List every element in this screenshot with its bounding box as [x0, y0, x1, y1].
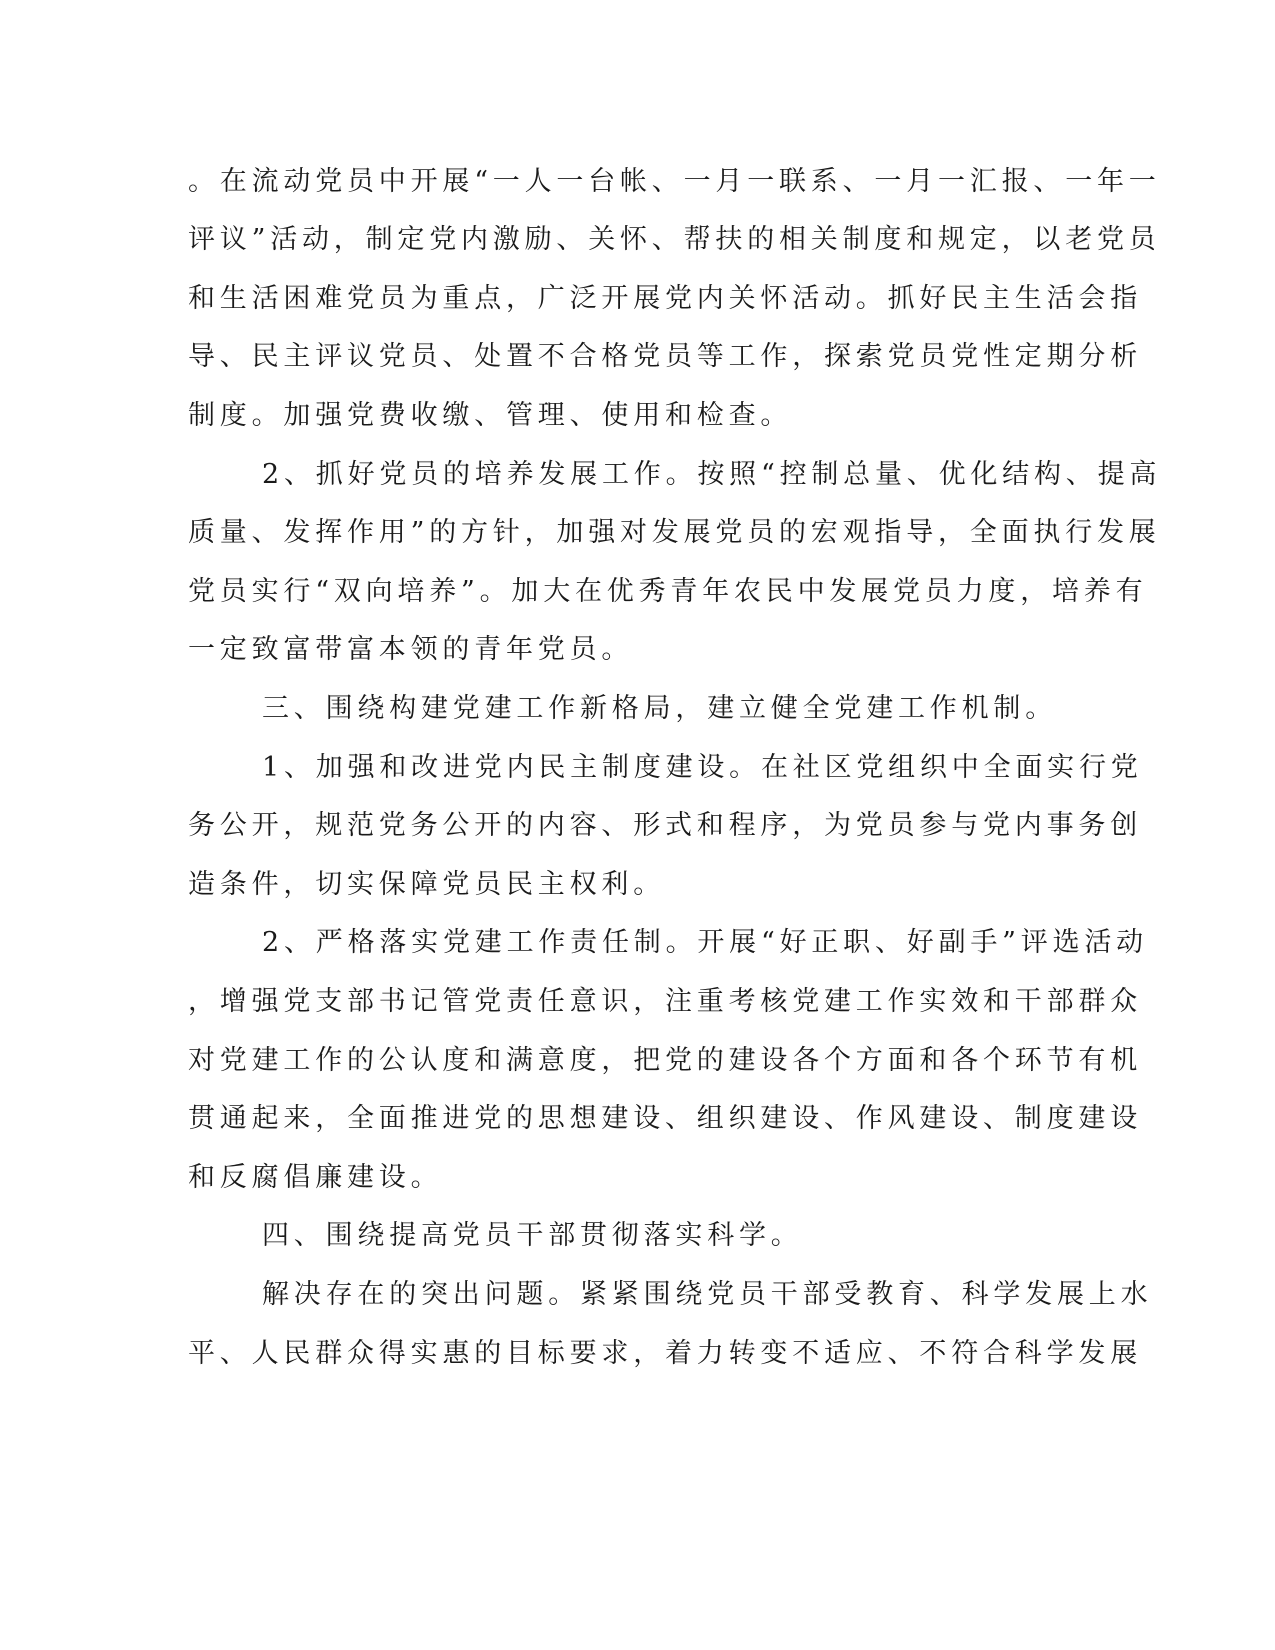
- text-line: 务公开，规范党务公开的内容、形式和程序，为党员参与党内事务创: [188, 810, 1142, 841]
- text-line: 对党建工作的公认度和满意度，把党的建设各个方面和各个环节有机: [188, 1045, 1142, 1076]
- text-line: 质量、发挥作用”的方针，加强对发展党员的宏观指导，全面执行发展: [188, 517, 1161, 548]
- text-line: 贯通起来，全面推进党的思想建设、组织建设、作风建设、制度建设: [188, 1103, 1142, 1134]
- text-line: 1、加强和改进党内民主制度建设。在社区党组织中全面实行党: [262, 752, 1143, 783]
- section-heading: 三、围绕构建党建工作新格局，建立健全党建工作机制。: [262, 693, 1057, 724]
- section-heading: 四、围绕提高党员干部贯彻落实科学。: [262, 1220, 803, 1251]
- text-line: 造条件，切实保障党员民主权利。: [188, 869, 665, 900]
- text-line: 和生活困难党员为重点，广泛开展党内关怀活动。抓好民主生活会指: [188, 283, 1142, 314]
- text-line: 2、抓好党员的培养发展工作。按照“控制总量、优化结构、提高: [262, 459, 1162, 490]
- text-line: 2、严格落实党建工作责任制。开展“好正职、好副手”评选活动: [262, 927, 1148, 958]
- text-line: 解决存在的突出问题。紧紧围绕党员干部受教育、科学发展上水: [262, 1279, 1153, 1310]
- text-line: ，增强党支部书记管党责任意识，注重考核党建工作实效和干部群众: [188, 986, 1142, 1017]
- text-line: 。在流动党员中开展“一人一台帐、一月一联系、一月一汇报、一年一: [188, 166, 1161, 197]
- text-line: 一定致富带富本领的青年党员。: [188, 634, 634, 665]
- text-line: 制度。加强党费收缴、管理、使用和检查。: [188, 400, 793, 431]
- text-line: 导、民主评议党员、处置不合格党员等工作，探索党员党性定期分析: [188, 341, 1142, 372]
- text-line: 党员实行“双向培养”。加大在优秀青年农民中发展党员力度，培养有: [188, 576, 1148, 607]
- text-line: 和反腐倡廉建设。: [188, 1162, 443, 1193]
- text-line: 平、人民群众得实惠的目标要求，着力转变不适应、不符合科学发展: [188, 1338, 1142, 1369]
- text-line: 评议”活动，制定党内激励、关怀、帮扶的相关制度和规定，以老党员: [188, 224, 1161, 255]
